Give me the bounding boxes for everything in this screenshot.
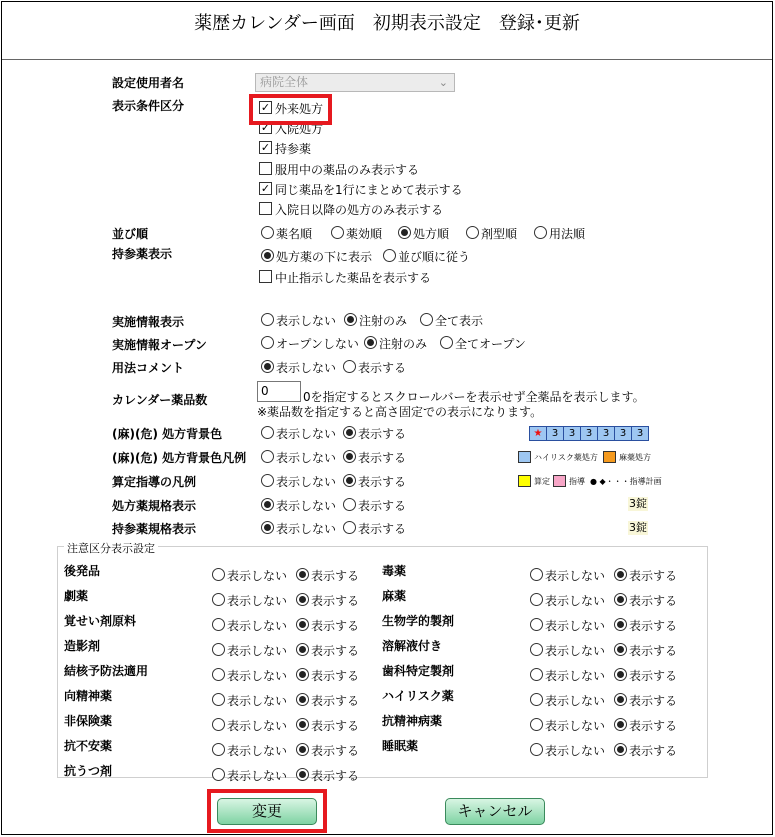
caution-off-label: 表示しない [545,744,606,758]
caution-on-radio[interactable] [614,618,627,631]
caution-off-label: 表示しない [227,744,288,758]
exec-open-radio[interactable] [440,336,453,349]
setting-radio[interactable] [261,474,274,487]
setting-label: 算定指導の凡例 [112,475,197,489]
setting-option-label: 表示する [358,451,407,465]
condition-option-label: 入院処方 [275,122,324,137]
setting-radio[interactable] [343,498,356,511]
condition-checkbox[interactable] [259,202,272,215]
exec-info-radio[interactable] [344,313,357,326]
caution-label: 生物学的製剤 [382,614,455,628]
exec-info-option-label: 表示しない [276,314,337,328]
condition-checkbox[interactable]: ✓ [260,121,271,135]
caution-on-radio[interactable] [614,643,627,656]
caution-on-radio[interactable] [614,593,627,606]
caution-off-radio[interactable] [212,718,225,731]
sample-cell: 3 [614,426,632,441]
condition-checkbox[interactable] [259,162,272,175]
cancel-button[interactable]: キャンセル [445,798,545,825]
caution-label: 歯科特定製剤 [382,664,455,678]
usage-comment-radio[interactable] [261,360,274,373]
caution-on-radio[interactable] [296,618,309,631]
caution-off-label: 表示しない [227,719,288,733]
submit-button[interactable]: 変更 [217,798,317,825]
caution-on-label: 表示する [629,669,678,683]
exec-info-option-label: 注射のみ [359,314,408,328]
condition-option-label: 同じ薬品を1行にまとめて表示する [275,182,463,197]
setting-option-label: 表示しない [276,451,337,465]
caution-on-label: 表示する [311,669,360,683]
caution-off-radio[interactable] [530,693,543,706]
caution-on-radio[interactable] [614,718,627,731]
caution-label: 向精神薬 [64,689,113,703]
caution-label: 覚せい剤原料 [64,614,137,628]
caution-off-radio[interactable] [530,618,543,631]
stopped-drug-label: 中止指示した薬品を表示する [275,271,432,285]
caution-label: 睡眠薬 [382,739,419,753]
page-title: 薬歴カレンダー画面 初期表示設定 登録･更新 [2,2,772,60]
exec-open-radio[interactable] [261,336,274,349]
caution-label: 抗精神病薬 [382,714,443,728]
setting-radio[interactable] [261,498,274,511]
guide-legend: 指導 [569,477,585,486]
star-icon: ★ [529,426,547,441]
caution-label: 麻薬 [382,589,407,603]
usage-comment-radio[interactable] [343,360,356,373]
caution-legend: 注意区分表示設定 [64,540,158,556]
caution-on-radio[interactable] [614,668,627,681]
caution-off-label: 表示しない [227,569,288,583]
setting-option-label: 表示する [358,475,407,489]
caution-off-label: 表示しない [545,594,606,608]
sample-cell: 3 [563,426,581,441]
caution-on-label: 表示する [311,569,360,583]
setting-label: 持参薬規格表示 [112,522,197,536]
setting-radio[interactable] [343,450,356,463]
caution-on-radio[interactable] [296,568,309,581]
usage-comment-option-label: 表示しない [276,361,337,375]
caution-label: 毒薬 [382,564,407,578]
caution-on-label: 表示する [629,694,678,708]
condition-checkbox[interactable]: ✓ [260,101,271,114]
caution-on-radio[interactable] [296,768,309,781]
caution-off-label: 表示しない [227,619,288,633]
order-radio[interactable] [466,226,479,239]
caution-label: 抗不安薬 [64,739,113,753]
narcotic-swatch [603,451,616,463]
sample-cell: 3 [580,426,598,441]
high-risk-swatch [518,451,531,463]
narcotic-legend: 麻薬処方 [619,453,651,462]
setting-option-label: 表示する [358,499,407,513]
caution-off-radio[interactable] [212,643,225,656]
condition-checkbox[interactable]: ✓ [260,141,271,155]
setting-option-label: 表示しない [276,475,337,489]
caution-label: 結核予防法適用 [64,664,149,678]
condition-label: 表示条件区分 [112,99,185,113]
chevron-down-icon: ⌄ [438,76,448,89]
caution-off-label: 表示しない [227,769,288,783]
caution-off-radio[interactable] [530,743,543,756]
caution-on-label: 表示する [311,769,360,783]
caution-off-radio[interactable] [530,668,543,681]
order-option-label: 用法順 [549,227,586,241]
order-label: 並び順 [112,227,149,241]
setting-label: 処方薬規格表示 [112,499,197,513]
exec-info-option-label: 全て表示 [435,314,484,328]
condition-checkbox[interactable]: ✓ [260,181,271,195]
tablet-badge-2: 3錠 [629,521,647,534]
condition-option-label: 外来処方 [275,102,324,116]
caution-on-label: 表示する [629,744,678,758]
order-option-label: 薬名順 [276,227,313,241]
exec-open-radio[interactable] [364,336,377,349]
order-option-label: 処方順 [413,227,450,241]
caution-off-radio[interactable] [212,743,225,756]
calc-swatch [518,475,531,487]
order-radio[interactable] [331,226,344,239]
setting-radio[interactable] [261,450,274,463]
caution-off-radio[interactable] [212,768,225,781]
caution-on-radio[interactable] [296,743,309,756]
sample-cell: 3 [597,426,615,441]
condition-option-label: 入院日以降の処方のみ表示する [275,203,444,217]
caution-label: ハイリスク薬 [382,689,454,703]
setting-radio[interactable] [343,474,356,487]
caution-on-radio[interactable] [296,693,309,706]
setting-radio[interactable] [261,426,274,439]
usage-comment-option-label: 表示する [358,361,407,375]
caution-label: 溶解液付き [382,639,443,653]
caution-on-label: 表示する [311,644,360,658]
caution-off-label: 表示しない [227,694,288,708]
exec-open-option-label: オープンしない [276,337,359,351]
order-radio[interactable] [398,226,411,239]
setting-option-label: 表示する [358,522,407,536]
exec-info-radio[interactable] [420,313,433,326]
caution-label: 非保険薬 [64,714,113,728]
caution-on-radio[interactable] [296,643,309,656]
exec-open-option-label: 注射のみ [379,337,428,351]
caution-on-label: 表示する [629,594,678,608]
caution-off-label: 表示しない [227,644,288,658]
setting-radio[interactable] [343,521,356,534]
condition-option-label: 持参薬 [275,142,312,157]
caution-on-label: 表示する [629,619,678,633]
caution-off-label: 表示しない [545,619,606,633]
caution-off-radio[interactable] [530,718,543,731]
caution-on-label: 表示する [629,644,678,658]
exec-info-label: 実施情報表示 [112,315,185,329]
caution-off-label: 表示しない [545,644,606,658]
caution-off-label: 表示しない [545,569,606,583]
caution-off-label: 表示しない [545,719,606,733]
caution-on-label: 表示する [311,619,360,633]
caution-on-radio[interactable] [614,743,627,756]
caution-on-label: 表示する [629,569,678,583]
sample-cell: 3 [546,426,564,441]
caution-label: 後発品 [64,564,101,578]
order-radio[interactable] [261,226,274,239]
setting-radio[interactable] [343,426,356,439]
setting-label: (麻)(危) 処方背景色 [112,427,223,441]
bring-label: 持参薬表示 [112,247,173,261]
exec-info-radio[interactable] [261,313,274,326]
usage-comment-label: 用法コメント [112,361,185,375]
high-risk-legend: ハイリスク薬処方 [534,453,598,462]
condition-option-label: 服用中の薬品のみ表示する [275,162,420,177]
caution-label: 劇薬 [64,589,89,603]
user-select[interactable] [255,73,455,92]
cal-count-label: カレンダー薬品数 [112,393,208,407]
order-radio[interactable] [534,226,547,239]
caution-on-radio[interactable] [614,568,627,581]
cal-count-input[interactable]: 0 [257,381,301,402]
caution-off-radio[interactable] [212,668,225,681]
sample-cell: 3 [631,426,649,441]
guide-swatch [553,475,566,487]
caution-off-radio[interactable] [212,568,225,581]
user-select-value: 病院全体 [260,75,309,89]
highlight-outpatient [249,94,332,125]
caution-label: 造影剤 [64,639,101,653]
setting-label: (麻)(危) 処方背景色凡例 [112,451,247,465]
caution-on-radio[interactable] [296,718,309,731]
caution-off-label: 表示しない [227,594,288,608]
caution-on-radio[interactable] [296,668,309,681]
caution-on-label: 表示する [311,719,360,733]
user-label: 設定使用者名 [112,76,185,90]
caution-on-radio[interactable] [614,693,627,706]
caution-off-radio[interactable] [530,643,543,656]
bring-radio[interactable] [383,249,396,262]
plan-legend: ● ◆・・・指導計画 [590,477,662,486]
stopped-drug-checkbox[interactable] [259,270,272,283]
exec-open-label: 実施情報オープン [112,338,207,352]
cal-count-note-2: ※薬品数を指定すると高さ固定での表示になります。 [257,405,543,419]
bring-radio[interactable] [261,249,274,262]
caution-off-label: 表示しない [545,669,606,683]
caution-off-label: 表示しない [545,694,606,708]
caution-on-radio[interactable] [296,593,309,606]
tablet-badge: 3錠 [629,497,647,510]
caution-on-label: 表示する [311,694,360,708]
caution-off-radio[interactable] [530,593,543,606]
highlight-submit [207,789,327,833]
setting-option-label: 表示しない [276,499,337,513]
order-option-label: 薬効順 [346,227,383,241]
caution-off-label: 表示しない [227,669,288,683]
setting-option-label: 表示する [358,427,407,441]
exec-open-option-label: 全てオープン [455,337,526,351]
bring-option-label: 並び順に従う [398,250,471,264]
caution-off-radio[interactable] [212,693,225,706]
cal-count-note: 0を指定するとスクロールバーを表示せず全薬品を表示します。 [303,390,645,404]
order-option-label: 剤型順 [481,227,518,241]
caution-on-label: 表示する [311,744,360,758]
caution-off-radio[interactable] [212,618,225,631]
caution-label: 抗うつ剤 [64,764,113,778]
setting-radio[interactable] [261,521,274,534]
setting-option-label: 表示しない [276,427,337,441]
bring-option-label: 処方薬の下に表示 [276,250,373,264]
calc-legend: 算定 [534,477,550,486]
caution-on-label: 表示する [311,594,360,608]
caution-off-radio[interactable] [530,568,543,581]
setting-option-label: 表示しない [276,522,337,536]
caution-off-radio[interactable] [212,593,225,606]
caution-on-label: 表示する [629,719,678,733]
